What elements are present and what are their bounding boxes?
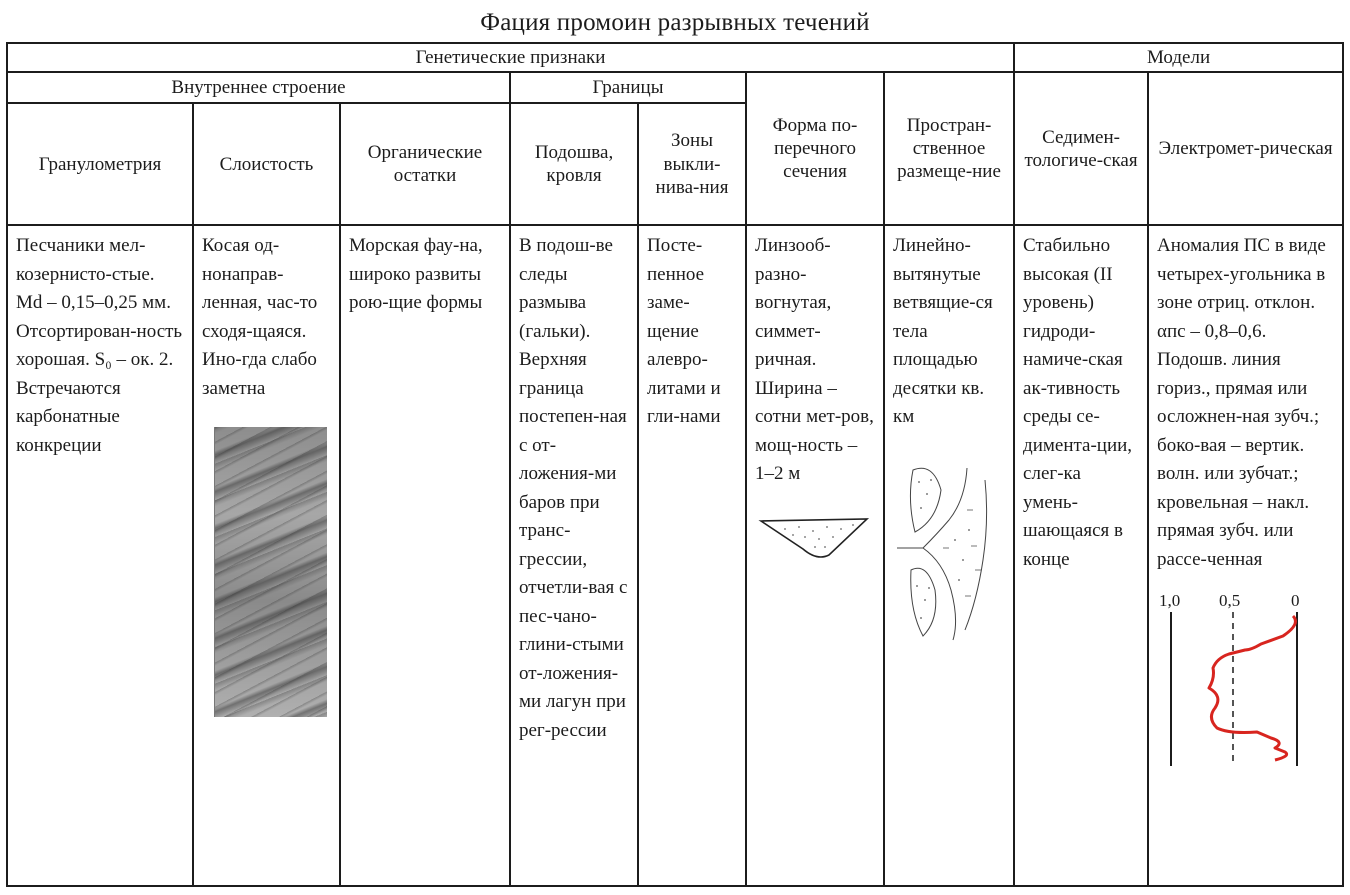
sp-curve: [1209, 616, 1295, 760]
lens-cross-section-diagram: [755, 509, 873, 569]
organic-text: Морская фау-на, широко развиты рою-щие формы: [349, 235, 483, 314]
bedding-text: Косая од-нонаправ-ленная, час-то сходя-щаяся. Ино-гда слабо заметна: [202, 235, 318, 399]
header-boundaries: Границы: [510, 72, 746, 103]
page-title: Фация промоин разрывных течений: [480, 9, 870, 36]
header-genetic: Генетические признаки: [7, 43, 1014, 72]
cell-electrometric: [1148, 225, 1343, 886]
header-spatial: Простран-ственное размеще-ние: [884, 72, 1014, 225]
cell-organic: [340, 225, 510, 886]
cell-wedging: [638, 225, 746, 886]
wedging-text: Посте-пенное заме-щение алевро-литами и гли-нами: [647, 235, 721, 428]
cell-cross-section: [746, 225, 884, 886]
header-cross-section: Форма по-перечного сечения: [746, 72, 884, 225]
header-sedimentological: Седимен-тологиче-ская: [1014, 72, 1148, 225]
facies-table: [6, 42, 1344, 887]
header-granulometry: Гранулометрия: [7, 103, 193, 225]
cell-spatial: [884, 225, 1014, 886]
cell-granulometry: [7, 225, 193, 886]
header-organic: Органические остатки: [340, 103, 510, 225]
header-bedding: Слоистость: [193, 103, 340, 225]
cross-section-text: Линзооб-разно-вогнутая, симмет-ричная. Ширина – сотни мет-ров, мощ-ность – 1–2 м: [755, 235, 874, 485]
sp-log-diagram: [1157, 588, 1317, 766]
header-models: Модели: [1014, 43, 1343, 72]
cross-bedding-photo: [214, 427, 327, 717]
branching-channel-plan-diagram: [893, 450, 1005, 650]
sp-axis-label-0: 0: [1291, 591, 1300, 611]
sedimentological-text: Стабильно высокая (II уровень) гидроди-намиче-ская ак-тивность среды се-димента-ции, слег-ка умень-шающаяся в конце: [1023, 235, 1133, 570]
header-electrometric: Электромет-рическая: [1148, 72, 1343, 225]
sp-axis-label-0-5: 0,5: [1219, 591, 1241, 611]
granulometry-text: Песчаники мел-козернисто-стые. Md – 0,15–0,25 мм. Отсортирован-ность хорошая. S₀ – ок. 2. Встречаются карбонатные конкреции: [16, 235, 183, 456]
electrometric-text: Аномалия ПС в виде четырех-угольника в зоне отриц. отклон. αпс – 0,8–0,6. Подошв. линия гориз., прямая или осложнен-ная зубч.; боко-вая – вертик. волн. или зубчат.; кровельная – накл. прямая зубч. или рассе-ченная: [1157, 235, 1326, 570]
base-top-text: В подош-ве следы размыва (гальки). Верхняя граница постепен-ная с от-ложения-ми баров при транс-грессии, отчетли-вая с пес-чано-глини-стыми от-ложения-ми лагун при рег-рессии: [519, 235, 628, 741]
sp-axis-label-1-0: 1,0: [1159, 591, 1181, 611]
header-internal-structure: Внутреннее строение: [7, 72, 510, 103]
header-wedging: Зоны выкли-нива-ния: [638, 103, 746, 225]
cell-base-top: [510, 225, 638, 886]
cell-sedimentological: [1014, 225, 1148, 886]
header-base-top: Подошва, кровля: [510, 103, 638, 225]
spatial-text: Линейно-вытянутые ветвящие-ся тела площадью десятки кв. км: [893, 235, 993, 428]
cell-bedding: [193, 225, 340, 886]
